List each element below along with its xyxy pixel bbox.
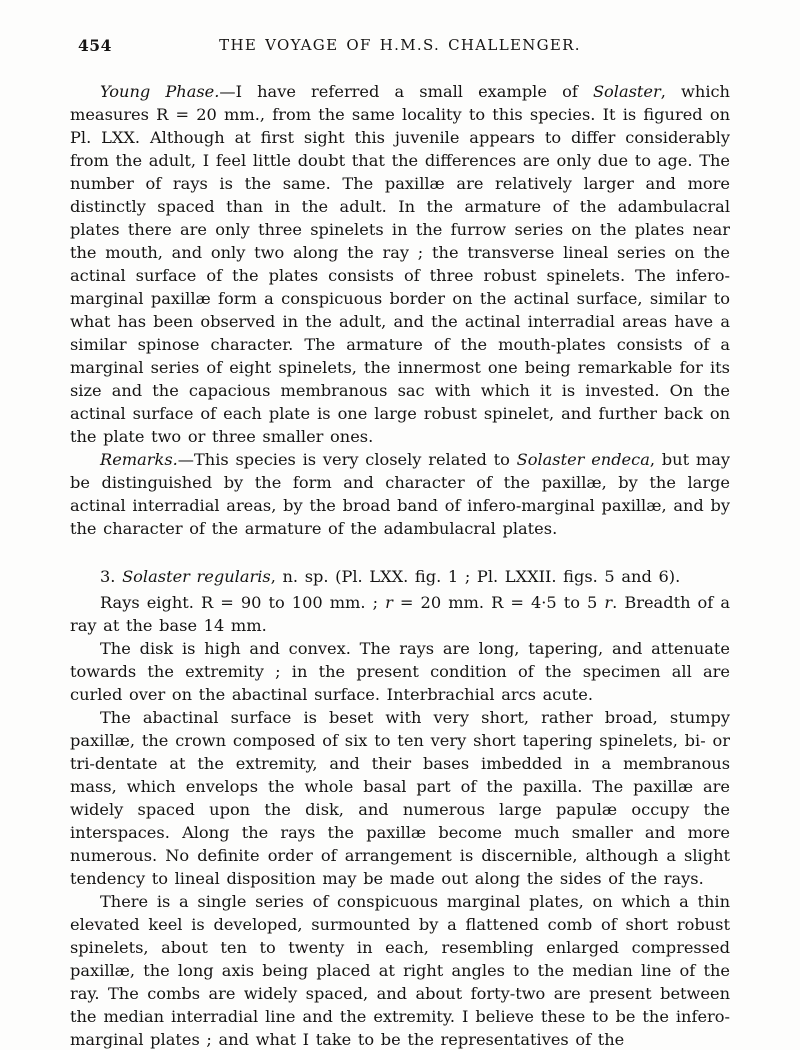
- text-segment: —I have referred a small example of: [219, 82, 593, 101]
- text-segment: Young Phase.: [100, 82, 220, 101]
- species-heading: [70, 565, 730, 588]
- text-segment: , n. sp. (Pl. LXX. fig. 1 ; Pl. LXXII. figs. 5 and 6).: [270, 567, 681, 586]
- text-segment: —This species is very closely related to: [177, 450, 517, 469]
- running-title: THE VOYAGE OF H.M.S. CHALLENGER.: [219, 36, 581, 54]
- text-segment: The abactinal surface is beset with very short, rather broad, stumpy paxillæ, the crown composed of six to ten very short tapering spinelets, bi- or tri-dentate at the extremity, and their bases imbedded in a membranous mass, which envelops the whole basal part of the paxilla. The paxillæ are widely spaced upon the disk, and numerous large papulæ occupy the interspaces. Along the rays the paxillæ become much smaller and more numerous. No definite order of arrangement is discernible, although a slight tendency to lineal disposition may be made out along the sides of the rays.: [70, 708, 730, 888]
- paragraph: [70, 591, 730, 637]
- text-segment: There is a single series of conspicuous marginal plates, on which a thin elevated keel is developed, surmounted by a flattened comb of short robust spinelets, about ten to twenty in each, resembling enlarged compressed paxillæ, the long axis being placed at right angles to the median line of the ray. The combs are widely spaced, and about forty-two are present between the median interradial line and the extremity. I believe these to be the infero-marginal plates ; and what I take to be the representatives of the: [70, 892, 730, 1049]
- text-segment: Solaster regularis: [122, 567, 271, 586]
- page-body: [70, 80, 730, 1050]
- text-segment: 3.: [100, 567, 123, 586]
- text-segment: Solaster: [592, 82, 661, 101]
- paragraph: [70, 448, 730, 540]
- paragraph: [70, 80, 730, 448]
- paragraph: [70, 706, 730, 890]
- text-segment: The disk is high and convex. The rays are long, tapering, and attenuate towards the extremity ; in the present condition of the specimen all are curled over on the abactinal surface. Interbrachial arcs acute.: [70, 639, 730, 704]
- text-segment: , which measures R = 20 mm., from the same locality to this species. It is figured on Pl. LXX. Although at first sight this juvenile appears to differ considerably from the adult, I feel little doubt that the differences are only due to age. The number of rays is the same. The paxillæ are relatively larger and more distinctly spaced than in the adult. In the armature of the adambulacral plates there are only three spinelets in the furrow series on the plates near the mouth, and only two along the ray ; the transverse lineal series on the actinal surface of the plates consists of three robust spinelets. The infero-marginal paxillæ form a conspicuous border on the actinal surface, similar to what has been observed in the adult, and the actinal interradial areas have a similar spinose character. The armature of the mouth-plates consists of a marginal series of eight spinelets, the innermost one being remarkable for its size and the capacious membranous sac with which it is invested. On the actinal surface of each plate is one large robust spinelet, and further back on the plate two or three smaller ones.: [70, 82, 730, 446]
- text-segment: r: [604, 593, 613, 612]
- paragraph: [70, 890, 730, 1050]
- text-segment: Rays eight. R = 90 to 100 mm. ;: [100, 593, 386, 612]
- text-segment: Remarks.: [100, 450, 178, 469]
- text-segment: r: [385, 593, 393, 612]
- text-segment: . Breadth of a ray at the base 14 mm.: [70, 593, 730, 635]
- text-segment: , but may be distinguished by the form and character of the paxillæ, by the large actinal interradial areas, by the broad band of infero-marginal paxillæ, and by the character of the armature of the adambulacral plates.: [70, 450, 730, 538]
- page-number: 454: [78, 36, 112, 55]
- paragraph: [70, 637, 730, 706]
- page-header: [0, 36, 800, 62]
- text-segment: = 20 mm. R = 4·5 to 5: [392, 593, 605, 612]
- text-segment: Solaster endeca: [516, 450, 650, 469]
